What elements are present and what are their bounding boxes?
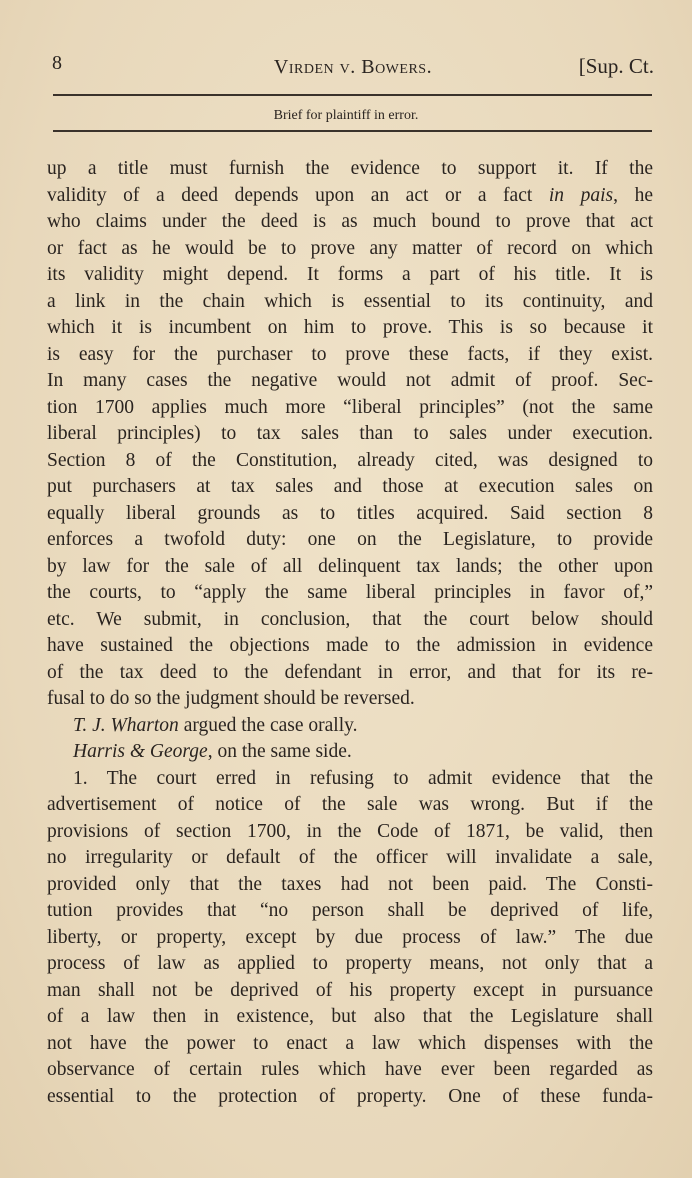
text-line: observance of certain rules which have ever been regarded as bbox=[47, 1059, 653, 1080]
text-line: In many cases the negative would not admit of proof. Sec- bbox=[47, 370, 653, 391]
text-line: liberty, or property, except by due process of law.” The due bbox=[47, 926, 653, 948]
subheader-rule bbox=[53, 130, 652, 132]
counsel-line-1 bbox=[47, 713, 653, 740]
text-line: who claims under the deed is as much bound to prove that act bbox=[47, 211, 653, 232]
text-line: provisions of section 1700, in the Code of 1871, be valid, then bbox=[47, 820, 653, 842]
text-line: of a law then in existence, but also that the Legislature shall bbox=[47, 1006, 653, 1027]
text-line: tution provides that “no person shall be deprived of life, bbox=[47, 900, 653, 921]
text-line: by law for the sale of all delinquent tax lands; the other upon bbox=[47, 555, 653, 577]
case-title: Virden v. Bowers. bbox=[273, 56, 433, 78]
text-line: tion 1700 applies much more “liberal principles” (not the same bbox=[47, 396, 653, 418]
text-line: not have the power to enact a law which dispenses with the bbox=[47, 1032, 653, 1054]
text-line: a link in the chain which is essential to its continuity, and bbox=[47, 290, 653, 312]
text-line: man shall not be deprived of his property except in pursuance bbox=[47, 979, 653, 1001]
counsel-text: , on the same side. bbox=[207, 741, 352, 762]
text-line: no irregularity or default of the officer will invalidate a sale, bbox=[47, 847, 653, 868]
text-line: or fact as he would be to prove any matter of record on which bbox=[47, 237, 653, 259]
body-text bbox=[47, 156, 653, 1110]
text-line: have sustained the objections made to the admission in evidence bbox=[47, 635, 653, 656]
text-line: 1. The court erred in refusing to admit evidence that the bbox=[73, 767, 653, 789]
text-line: fusal to do so the judgment should be reversed. bbox=[47, 688, 415, 709]
counsel-text: argued the case orally. bbox=[178, 714, 358, 736]
text-line: essential to the protection of property. One of these funda- bbox=[47, 1085, 653, 1107]
text-line: put purchasers at tax sales and those at execution sales on bbox=[47, 476, 653, 497]
text-line: Section 8 of the Constitution, already cited, was designed to bbox=[47, 449, 653, 471]
text-line: up a title must furnish the evidence to support it. If the bbox=[47, 158, 653, 179]
text-line: enforces a twofold duty: one on the Legislature, to provide bbox=[47, 529, 653, 550]
page-number: 8 bbox=[52, 52, 62, 74]
counsel-line-2 bbox=[47, 739, 653, 766]
text-line: liberal principles) to tax sales than to sales under execution. bbox=[47, 423, 653, 444]
section-subheader: Brief for plaintiff in error. bbox=[273, 108, 419, 123]
counsel-name: Harris & George bbox=[73, 741, 208, 762]
text-line: its validity might depend. It forms a part of his title. It is bbox=[47, 264, 653, 285]
text-line: equally liberal grounds as to titles acquired. Said section 8 bbox=[47, 502, 653, 524]
text-line: provided only that the taxes had not been paid. The Consti- bbox=[47, 873, 653, 895]
text-line: of the tax deed to the defendant in error, and that for its re- bbox=[47, 661, 653, 683]
text-line: process of law as applied to property means, not only that a bbox=[47, 953, 653, 974]
court-label: [Sup. Ct. bbox=[578, 54, 654, 78]
header-rule bbox=[53, 94, 652, 96]
text-line: which it is incumbent on him to prove. This is so because it bbox=[47, 317, 653, 338]
counsel-name: T. J. Wharton bbox=[73, 714, 179, 736]
paragraph-2 bbox=[47, 766, 653, 1111]
running-header bbox=[52, 52, 654, 82]
text-line: validity of a deed depends upon an act or a fact in pais, he bbox=[47, 184, 653, 206]
paragraph-1 bbox=[47, 156, 653, 713]
text-line: is easy for the purchaser to prove these facts, if they exist. bbox=[47, 343, 653, 365]
text-line: the courts, to “apply the same liberal principles in favor of,” bbox=[47, 582, 653, 603]
text-line: advertisement of notice of the sale was wrong. But if the bbox=[47, 794, 653, 815]
text-line: etc. We submit, in conclusion, that the court below should bbox=[47, 608, 653, 630]
